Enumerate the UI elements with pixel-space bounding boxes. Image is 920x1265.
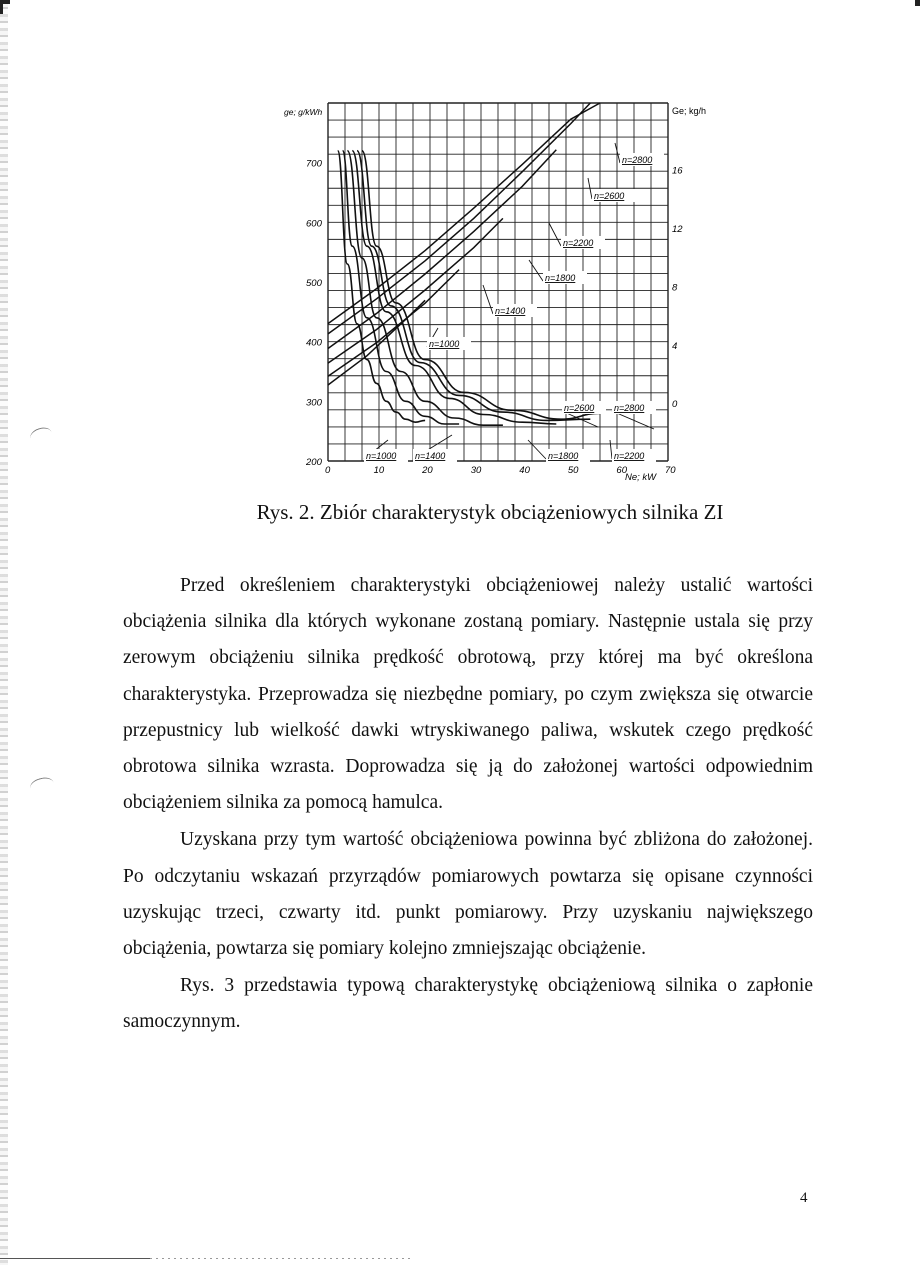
body-text (123, 568, 813, 1041)
scan-corner-mark-right (915, 0, 920, 6)
x-tick-label: 0 (325, 465, 331, 476)
ge-label-n1400: n=1400 (495, 306, 526, 316)
y-right-tick-label: 4 (672, 340, 678, 352)
specific-consumption-curve-n-1800 (347, 151, 503, 426)
x-tick-label: 30 (470, 465, 482, 476)
ge-label-n1800: n=1800 (545, 273, 576, 283)
y-axis-right-label: Ge; kg/h (672, 106, 707, 116)
load-characteristics-chart (270, 95, 730, 490)
ge-label-n1000: n=1000 (429, 339, 460, 349)
y-left-tick-label: 700 (306, 158, 322, 170)
scan-edge-left (0, 0, 8, 1265)
y-left-tick-label: 200 (306, 457, 322, 468)
y-axis-left-label: ge; g/kWh (284, 107, 323, 117)
x-tick-label: 40 (519, 465, 530, 476)
x-tick-label: 20 (422, 465, 433, 476)
scan-bottom-line (0, 1258, 150, 1259)
paragraph-1: Przed określeniem charakterystyki obciążeniowej należy ustalić wartości obciążenia silnika dla których wykonane zostaną pomiary. Następnie ustala się przy zerowym obciążeniu silnika prędkość obrotową, przy której ma być określona charakterystyka. Przeprowadza się niezbędne pomiary, po czym zwiększa się otwarcie przepustnicy lub wielkość dawki wtryskiwanego paliwa, wskutek czego prędkość obrotowa silnika wzrasta. Doprowadza się ją do założonej wartości odpowiednim obciążeniem silnika za pomocą hamulca. (123, 575, 813, 814)
x-tick-label: 50 (567, 465, 579, 476)
specific-label-n1000: n=1000 (366, 451, 397, 461)
scan-bottom-dots (150, 1258, 410, 1259)
specific-label-n1400: n=1400 (415, 451, 446, 461)
y-left-tick-label: 300 (306, 397, 322, 409)
ge-label-n1800-leader (529, 260, 543, 281)
specific-label-n1800-leader (528, 440, 546, 459)
ge-label-n2800-leader (615, 143, 620, 163)
scan-corner-mark-left-vertical (0, 0, 3, 14)
y-right-tick-label: 16 (672, 165, 683, 177)
specific-label-n2200: n=2200 (614, 451, 645, 461)
ge-label-n1400-leader (483, 285, 493, 314)
y-left-tick-label: 600 (306, 218, 322, 230)
ge-label-n2800: n=2800 (622, 155, 653, 165)
y-right-tick-label: 0 (672, 399, 678, 411)
ge-label-n2200: n=2200 (563, 238, 594, 248)
y-right-tick-label: 8 (672, 282, 678, 294)
x-tick-label: 10 (373, 465, 385, 476)
x-tick-label: 70 (665, 465, 676, 476)
specific-consumption-curve-n-2600 (357, 151, 590, 421)
specific-label-n2800: n=2800 (614, 403, 645, 413)
specific-label-n2200-leader (610, 440, 612, 459)
y-right-tick-label: 12 (672, 223, 683, 235)
y-left-tick-label: 400 (306, 337, 322, 349)
y-left-tick-label: 500 (306, 278, 322, 289)
ge-label-n2200-leader (549, 223, 561, 246)
x-tick-label: 60 (616, 465, 628, 476)
x-axis-label: Ne; kW (625, 472, 657, 483)
specific-consumption-curve-n-1000 (338, 151, 425, 423)
specific-label-n2600: n=2600 (564, 403, 595, 413)
paragraph-3: Rys. 3 przedstawia typową charakterystykę obciążeniową silnika o zapłonie samoczynnym. (123, 975, 813, 1033)
figure-caption: Rys. 2. Zbiór charakterystyk obciążeniowych silnika ZI (256, 500, 724, 524)
scan-mark-2 (29, 775, 56, 795)
ge-label-n2600: n=2600 (594, 191, 625, 201)
page-number: 4 (800, 1190, 808, 1206)
paragraph-2: Uzyskana przy tym wartość obciążeniowa powinna być zbliżona do założonej. Po odczytaniu wskazań przyrządów pomiarowych powtarza się opisane czynności uzyskując trzeci, czwarty itd. punkt pomiarowy. Przy uzyskaniu największego obciążenia, powtarza się pomiary kolejno zmniejszając obciążenie. (123, 829, 813, 960)
scan-mark-1 (28, 425, 54, 446)
specific-label-n1800: n=1800 (548, 451, 579, 461)
